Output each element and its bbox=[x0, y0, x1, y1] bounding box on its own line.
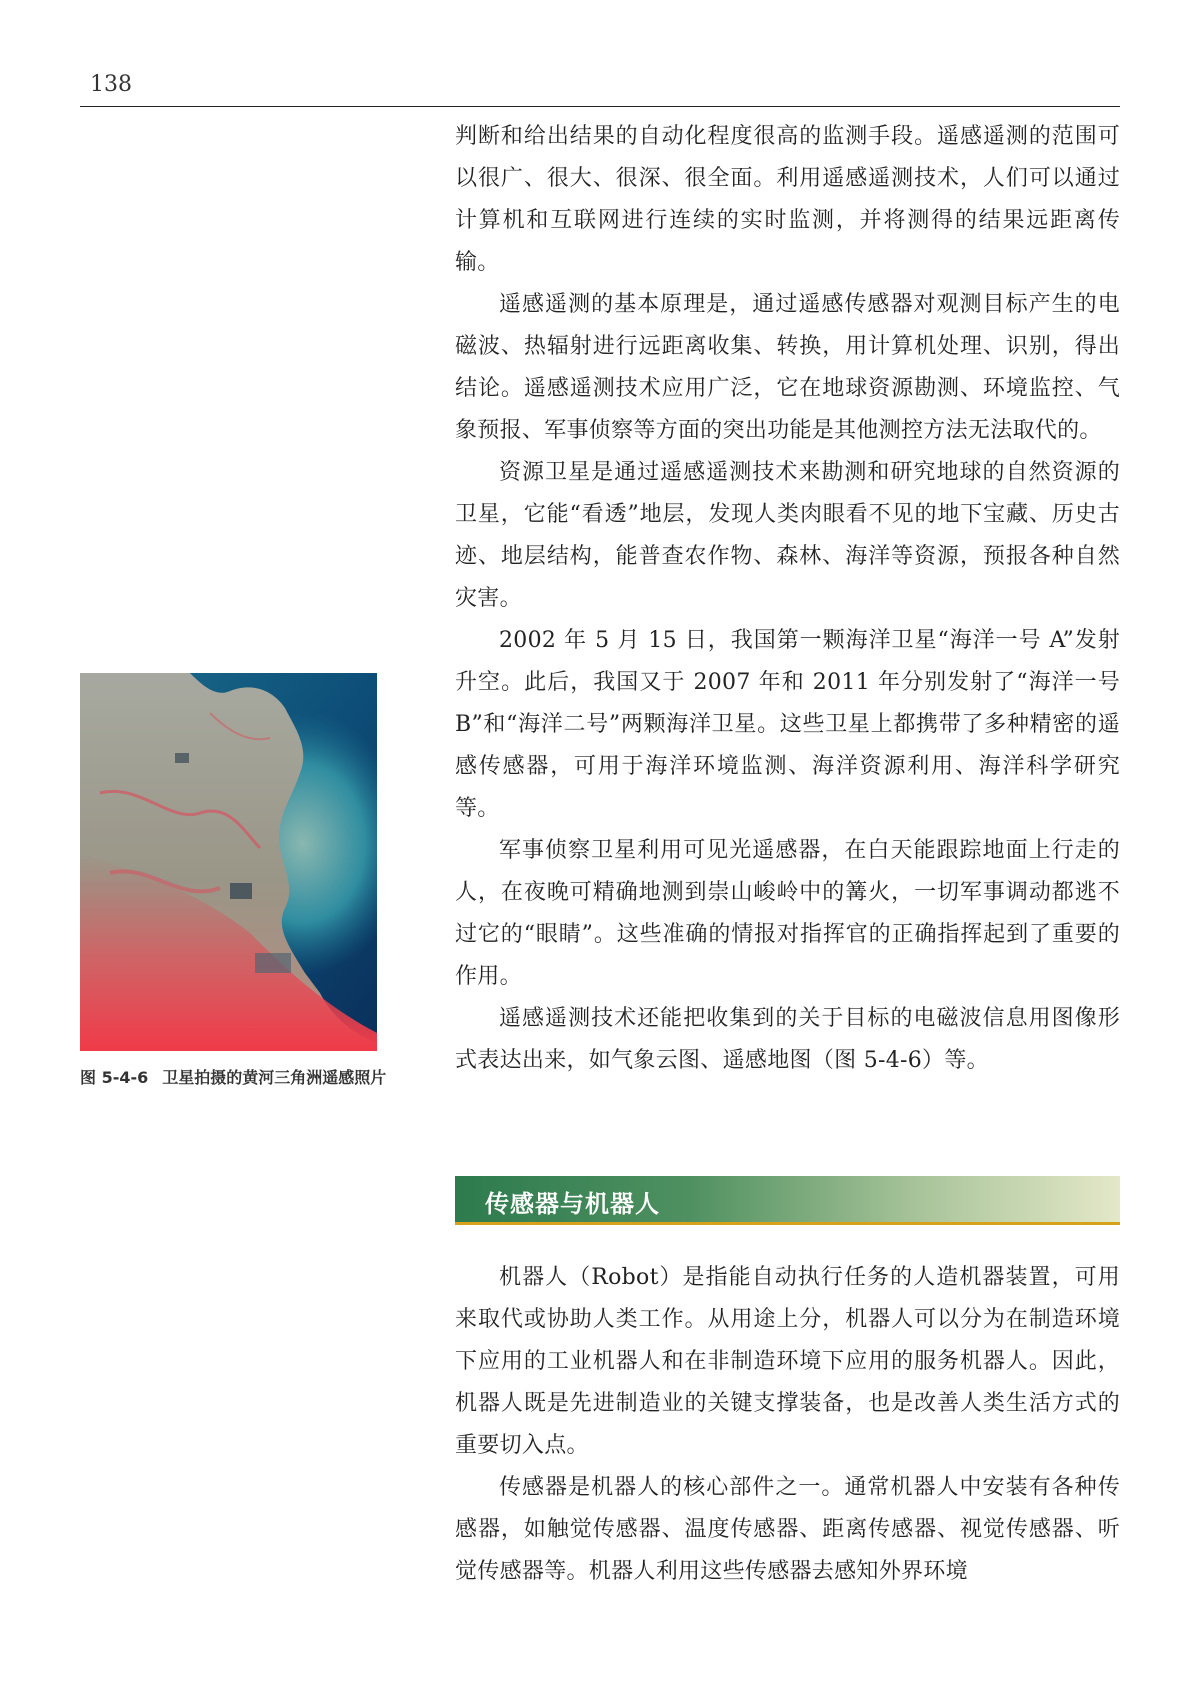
section-banner bbox=[455, 1176, 1120, 1225]
paragraph: 传感器是机器人的核心部件之一。通常机器人中安装有各种传感器，如触觉传感器、温度传感器、距离传感器、视觉传感器、听觉传感器等。机器人利用这些传感器去感知外界环境 bbox=[455, 1475, 1120, 1584]
satellite-photo bbox=[80, 673, 377, 1051]
yellow-river-delta-image bbox=[80, 673, 377, 1051]
figure-caption-text: 卫星拍摄的黄河三角洲遥感照片 bbox=[162, 1068, 387, 1087]
paragraph: 机器人（Robot）是指能自动执行任务的人造机器装置，可用来取代或协助人类工作。从用途上分，机器人可以分为在制造环境下应用的工业机器人和在非制造环境下应用的服务机器人。因此，机器人既是先进制造业的关键支撑装备，也是改善人类生活方式的重要切入点。 bbox=[455, 1265, 1120, 1458]
paragraph: 2002 年 5 月 15 日，我国第一颗海洋卫星“海洋一号 A”发射升空。此后，我国又于 2007 年和 2011 年分别发射了“海洋一号 B”和“海洋二号”两颗海洋卫星。这些卫星上都携带了多种精密的遥感传感器，可用于海洋环境监测、海洋资源利用、海洋科学研究等。 bbox=[455, 628, 1120, 821]
paragraph: 军事侦察卫星利用可见光遥感器，在白天能跟踪地面上行走的人，在夜晚可精确地测到崇山峻岭中的篝火，一切军事调动都逃不过它的“眼睛”。这些准确的情报对指挥官的正确指挥起到了重要的作用。 bbox=[455, 838, 1120, 989]
paragraph: 资源卫星是通过遥感遥测技术来勘测和研究地球的自然资源的卫星，它能“看透”地层，发现人类肉眼看不见的地下宝藏、历史古迹、地层结构，能普查农作物、森林、海洋等资源，预报各种自然灾害。 bbox=[455, 460, 1120, 611]
figure-caption bbox=[80, 1058, 400, 1098]
section-title: 传感器与机器人 bbox=[485, 1190, 660, 1218]
paragraph: 遥感遥测的基本原理是，通过遥感传感器对观测目标产生的电磁波、热辐射进行远距离收集、转换，用计算机处理、识别，得出结论。遥感遥测技术应用广泛，它在地球资源勘测、环境监控、气象预报、军事侦察等方面的突出功能是其他测控方法无法取代的。 bbox=[455, 292, 1120, 443]
section-text-column bbox=[455, 1257, 1120, 1593]
main-text-column bbox=[455, 116, 1120, 1082]
figure-number: 图 5-4-6 bbox=[80, 1068, 149, 1087]
paragraph: 遥感遥测技术还能把收集到的关于目标的电磁波信息用图像形式表达出来，如气象云图、遥感地图（图 5-4-6）等。 bbox=[455, 1006, 1120, 1073]
paragraph: 判断和给出结果的自动化程度很高的监测手段。遥感遥测的范围可以很广、很大、很深、很全面。利用遥感遥测技术，人们可以通过计算机和互联网进行连续的实时监测，并将测得的结果远距离传输。 bbox=[455, 124, 1120, 275]
page-number: 138 bbox=[90, 72, 132, 97]
header-rule bbox=[80, 106, 1120, 107]
